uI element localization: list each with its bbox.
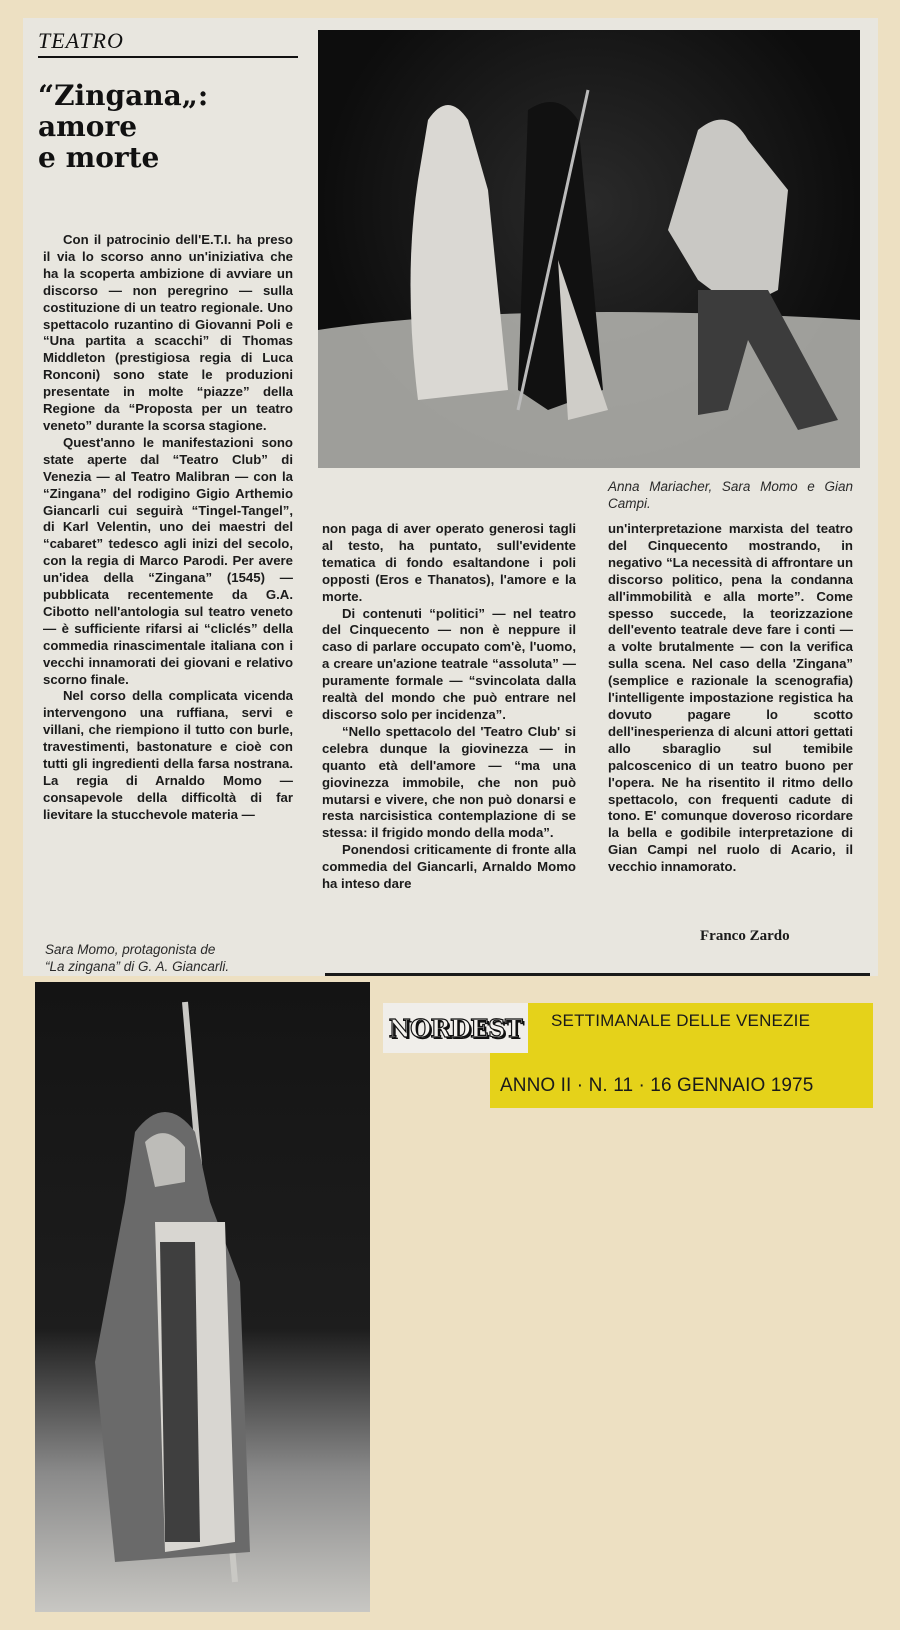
headline <box>38 80 308 173</box>
article-column-3 <box>608 521 853 876</box>
paragraph: Di contenuti “politici” — nel teatro del Cinquecento — non è neppure il caso di parlare occupato com'è, l'uomo, a creare un'azione teatrale “assoluta” — puramente formale — “svincolata dalla realtà del mondo che può entrare nel discorso solo per incidenza”. <box>322 605 576 722</box>
portrait-photo-illustration <box>35 982 370 1612</box>
logo-text: NORDEST <box>388 1013 523 1043</box>
section-label: TEATRO <box>38 28 298 58</box>
byline: Franco Zardo <box>700 928 790 944</box>
stage-photo-caption: Anna Mariacher, Sara Momo e Gian Campi. <box>608 479 853 511</box>
article-column-1 <box>43 232 293 824</box>
headline-line: amore <box>38 110 138 143</box>
paragraph: Nel corso della complicata vicenda intervengono una ruffiana, servi e villani, che riempiono il tutto con burle, travestimenti, bastonature e cioè con tutti gli ingredienti della farsa nostrana. La regia di Arnaldo Momo — consapevole della difficoltà di far lievitare la stucchevole materia — <box>43 688 293 822</box>
caption-line: Sara Momo, protagonista de <box>45 942 216 957</box>
caption-line: “La zingana” di G. A. Giancarli. <box>45 959 230 974</box>
stage-photo <box>318 30 860 468</box>
paragraph: “Nello spettacolo del 'Teatro Club' si celebra dunque la giovinezza — in quanto età dell'amore — “ma una giovinezza immobile, che non può mutarsi e vivere, che non può donarsi e resta narcisistica contemplazione di se stessa: il frigido mondo della moda”. <box>322 723 576 841</box>
stage-photo-illustration <box>318 30 860 468</box>
masthead-subtitle: SETTIMANALE DELLE VENEZIE <box>551 1011 811 1030</box>
portrait-photo <box>35 982 370 1612</box>
paragraph: Quest'anno le manifestazioni sono state aperte dal “Teatro Club” di Venezia — al Teatro Malibran — con la “Zingana” del rodigino Gigio Arthemio Giancarli cui seguirà “Tingel-Tangel”, di Karl Velentin, uno dei maestri del “cabaret” tedesco agli inizi del secolo, con la regia di Marco Parodi. Per avere un'idea della “Zingana” (1545) — pubblicata recentemente da G.A. Cibotto nell'antologia sul teatro veneto — è sufficiente rifarsi ai “cliclés” della commedia rinascimentale italiana con i vecchi innamorati dei giovani e relativo scorno finale. <box>43 434 293 687</box>
headline-line: e morte <box>38 141 160 174</box>
paragraph: un'interpretazione marxista del teatro del Cinquecento mostrando, in negativo “La necessità di affrontare un discorso politico, pena la condanna all'immobilità e alla morte”. Come spesso succede, la teorizzazione dell'evento teatrale deve fare i conti — a volte brutalmente — con la verifica sulla scena. Nel caso della 'Zingana” (semplice e razionale la scenografia) l'intelligente impostazione registica ha dovuto pagare lo scotto dell'inesperienza di alcuni attori gettati allo sbaraglio sul temibile palcoscenico di un teatro buono per l'opera. Ne ha risentito il ritmo dello spettacolo, con frequenti cadute di tono. E' comunque doveroso ricordare la bella e godibile interpretazione di Gian Campi nel ruolo di Acario, il vecchio innamorato. <box>608 521 853 875</box>
paragraph: Ponendosi criticamente di fronte alla commedia del Giancarli, Arnaldo Momo ha inteso dare <box>322 842 576 892</box>
portrait-photo-caption <box>45 941 305 975</box>
paragraph: non paga di aver operato generosi tagli al testo, ha puntato, sull'evidente tematica di fondo esaltandone i poli opposti (Eros e Thanatos), l'amore e la morte. <box>322 521 576 604</box>
headline-line: “Zingana„: <box>38 79 209 112</box>
nordest-logo <box>383 1003 528 1053</box>
paragraph: Con il patrocinio dell'E.T.I. ha preso il via lo scorso anno un'iniziativa che ha la scoperta ambizione di avviare un discorso — non peregrino — sulla costituzione di un teatro regionale. Uno spettacolo ruzantino di Giovanni Poli e “Una partita a scacchi” di Thomas Middleton (prestigiosa regia di Luca Ronconi) sono state le produzioni presentate in molte “piazze” della Regione da “Proposta per un teatro veneto” durante la scorsa stagione. <box>43 232 293 433</box>
masthead-issue: ANNO II · N. 11 · 16 GENNAIO 1975 <box>500 1075 814 1096</box>
article-column-2 <box>322 521 576 893</box>
divider-rule <box>325 973 870 976</box>
